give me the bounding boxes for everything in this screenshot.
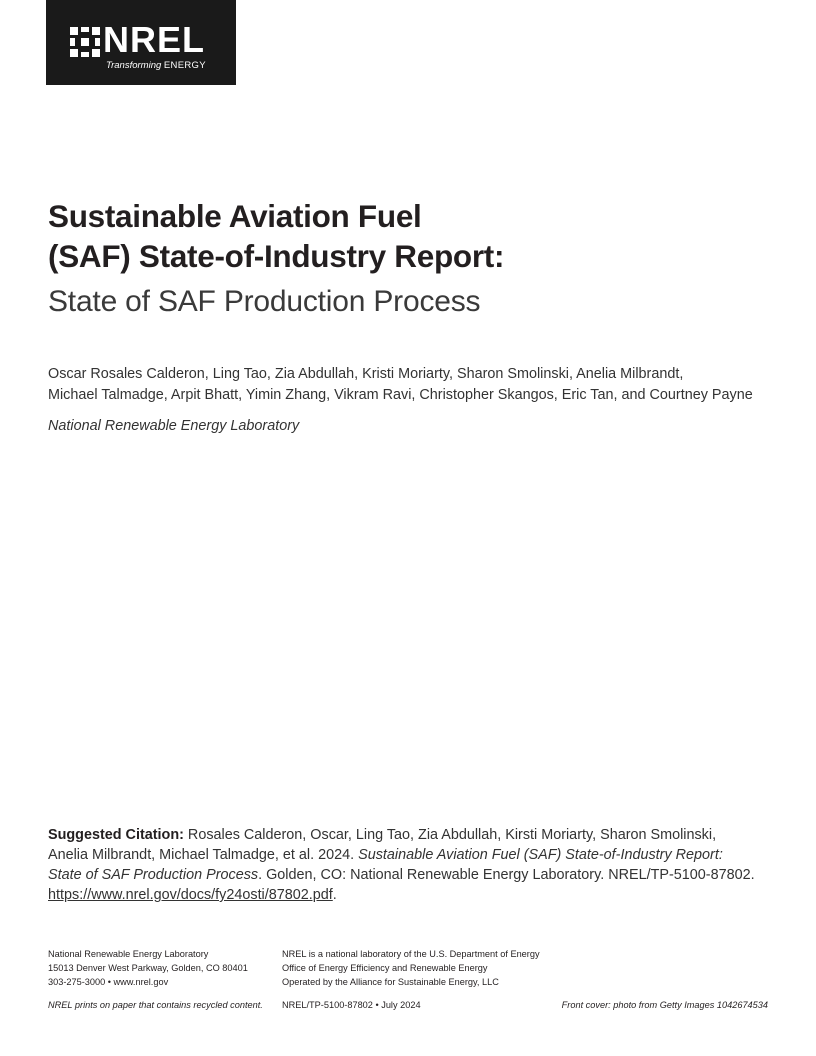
authors-line-1: Oscar Rosales Calderon, Ling Tao, Zia Abdullah, Kristi Moriarty, Sharon Smolinski, Anelia Milbrandt, xyxy=(48,366,684,382)
suggested-citation: Suggested Citation: Rosales Calderon, Oscar, Ling Tao, Zia Abdullah, Kirsti Moriarty, Sharon Smolinski, Anelia Milbrandt, Michael Talmadge, et al. 2024. Sustainable Aviation Fuel (SAF) State-of-Industry Report: State of SAF Production Process. Golden, CO: National Renewable Energy Laboratory. NREL/TP-5100-87802. https://www.nrel.gov/docs/fy24osti/87802.pdf. xyxy=(48,827,755,903)
report-number: NREL/TP-5100-87802 • July 2024 xyxy=(282,1000,421,1010)
footer-doe-line: NREL is a national laboratory of the U.S. Department of Energy xyxy=(282,949,540,959)
report-title xyxy=(48,196,768,276)
logo-wordmark: NREL xyxy=(103,19,205,60)
footer-address xyxy=(48,947,248,989)
citation-link[interactable]: https://www.nrel.gov/docs/fy24osti/87802.pdf xyxy=(48,887,333,903)
footer-address-line: 15013 Denver West Parkway, Golden, CO 80401 xyxy=(48,963,248,973)
citation-text: Rosales Calderon, Oscar, Ling Tao, Zia Abdullah, Kirsti Moriarty, Sharon Smolinski, Anelia Milbrandt, Michael Talmadge, et al. 2024. xyxy=(48,827,717,863)
citation-title: Sustainable Aviation Fuel (SAF) State-of-Industry Report: State of SAF Production Process xyxy=(48,847,723,883)
recycled-paper-note: NREL prints on paper that contains recycled content. xyxy=(48,1000,263,1010)
nrel-logo-icon xyxy=(70,27,100,57)
footer-address-line: National Renewable Energy Laboratory xyxy=(48,949,209,959)
footer-doe-line: Office of Energy Efficiency and Renewable Energy xyxy=(282,963,488,973)
title-line-1: Sustainable Aviation Fuel xyxy=(48,198,422,234)
cover-photo-credit: Front cover: photo from Getty Images 1042674534 xyxy=(561,1000,768,1010)
report-subtitle: State of SAF Production Process xyxy=(48,285,481,318)
footer-doe-info xyxy=(282,947,540,989)
footer-doe-line: Operated by the Alliance for Sustainable Energy, LLC xyxy=(282,977,499,987)
footer-address-line: 303-275-3000 • www.nrel.gov xyxy=(48,977,169,987)
authors-line-2: Michael Talmadge, Arpit Bhatt, Yimin Zhang, Vikram Ravi, Christopher Skangos, Eric Tan, and Courtney Payne xyxy=(48,387,753,403)
author-list xyxy=(48,364,768,406)
citation-label: Suggested Citation: xyxy=(48,827,184,843)
citation-publisher: . Golden, CO: National Renewable Energy Laboratory. NREL/TP-5100-87802. xyxy=(258,867,755,883)
logo-tagline: Transforming ENERGY xyxy=(106,60,206,71)
title-line-2: (SAF) State-of-Industry Report: xyxy=(48,238,505,274)
affiliation: National Renewable Energy Laboratory xyxy=(48,418,300,434)
nrel-logo xyxy=(46,0,236,85)
